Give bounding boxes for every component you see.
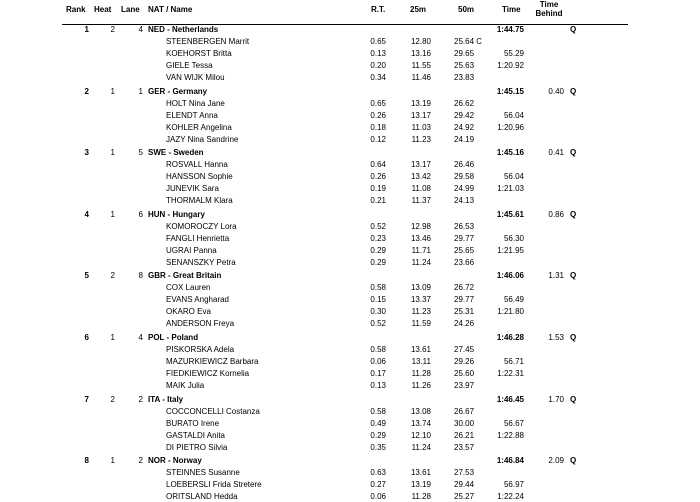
swimmer-name: SENANSZKY Petra [166, 258, 236, 267]
split-25m: 11.23 [411, 135, 431, 144]
reaction-time: 0.58 [370, 407, 386, 416]
split-25m: 11.26 [411, 381, 431, 390]
qualified-mark: Q [570, 25, 577, 34]
time-behind: 0.86 [548, 210, 564, 219]
rank: 6 [84, 333, 89, 342]
team-name: NOR - Norway [148, 456, 202, 465]
swimmer-name: VAN WIJK Milou [166, 73, 225, 82]
split-25m: 13.46 [410, 234, 431, 243]
team-name: POL - Poland [148, 333, 199, 342]
swimmer-name: OKARO Eva [166, 307, 211, 316]
reaction-time: 0.20 [370, 61, 386, 70]
header-lane: Lane [121, 5, 140, 14]
reaction-time: 0.19 [370, 184, 386, 193]
reaction-time: 0.52 [370, 222, 386, 231]
swimmer-name: ORITSLAND Hedda [166, 492, 238, 501]
team-time: 1:44.75 [496, 25, 524, 34]
split-50m: 24.92 [454, 123, 475, 132]
split-50m: 23.57 [454, 443, 475, 452]
time-behind: 2.09 [548, 456, 564, 465]
heat: 1 [110, 456, 115, 465]
team-name: SWE - Sweden [148, 148, 204, 157]
rank: 4 [84, 210, 89, 219]
swimmer-name: JUNEVIK Sara [166, 184, 219, 193]
swimmer-name: MAIK Julia [166, 381, 205, 390]
split-50m: 30.00 [454, 419, 475, 428]
swimmer-name: PISKORSKA Adela [166, 345, 235, 354]
heat: 1 [110, 333, 115, 342]
split-25m: 13.17 [410, 160, 431, 169]
cumulative-split: 56.71 [503, 357, 524, 366]
split-25m: 11.24 [411, 443, 431, 452]
swimmer-name: KOMOROCZY Lora [166, 222, 237, 231]
cumulative-split: 1:21.80 [497, 307, 524, 316]
qualified-mark: Q [570, 333, 577, 342]
team-name: GBR - Great Britain [148, 271, 222, 280]
swimmer-name: ELENDT Anna [166, 111, 218, 120]
reaction-time: 0.63 [370, 468, 386, 477]
split-50m: 25.60 [454, 369, 475, 378]
swimmer-name: LOEBERSLI Frida Stretere [166, 480, 262, 489]
swimmer-name: EVANS Angharad [166, 295, 230, 304]
rank: 1 [84, 25, 89, 34]
header-50m: 50m [458, 5, 475, 14]
split-25m: 11.28 [411, 492, 431, 501]
lane: 2 [138, 395, 143, 404]
reaction-time: 0.13 [370, 49, 386, 58]
split-25m: 11.46 [411, 73, 431, 82]
header-rule [62, 24, 628, 25]
header-time-behind-1: Time [539, 0, 559, 9]
reaction-time: 0.17 [370, 369, 386, 378]
split-25m: 11.24 [411, 258, 431, 267]
reaction-time: 0.65 [370, 37, 386, 46]
reaction-time: 0.29 [370, 431, 386, 440]
split-50m: 26.46 [454, 160, 475, 169]
cumulative-split: 1:22.31 [497, 369, 524, 378]
time-behind: 1.70 [548, 395, 564, 404]
team-name: ITA - Italy [148, 395, 184, 404]
reaction-time: 0.27 [370, 480, 386, 489]
split-50m: 25.31 [454, 307, 475, 316]
swimmer-name: GIELE Tessa [166, 61, 213, 70]
swimmer-name: GASTALDI Anita [166, 431, 225, 440]
rank: 5 [84, 271, 89, 280]
split-25m: 12.10 [410, 431, 431, 440]
swimmer-name: HOLT Nina Jane [166, 99, 225, 108]
team-time: 1:46.28 [496, 333, 524, 342]
split-50m: 29.42 [454, 111, 475, 120]
swimmer-name: ANDERSON Freya [166, 319, 235, 328]
team-time: 1:46.45 [496, 395, 524, 404]
header-nat-name: NAT / Name [148, 5, 193, 14]
split-25m: 12.98 [410, 222, 431, 231]
split-50m: 26.62 [454, 99, 475, 108]
swimmer-name: THORMALM Klara [166, 196, 233, 205]
swimmer-name: ROSVALL Hanna [166, 160, 228, 169]
cumulative-split: 56.97 [503, 480, 524, 489]
reaction-time: 0.29 [370, 246, 386, 255]
qualified-mark: Q [570, 87, 577, 96]
split-50m: 29.26 [454, 357, 475, 366]
team-time: 1:46.06 [496, 271, 524, 280]
split-25m: 13.08 [410, 407, 431, 416]
cumulative-split: 56.49 [503, 295, 524, 304]
split-25m: 13.11 [411, 357, 431, 366]
split-50m: 24.26 [454, 319, 475, 328]
reaction-time: 0.15 [370, 295, 386, 304]
split-25m: 13.19 [410, 99, 431, 108]
header-rank: Rank [66, 5, 86, 14]
reaction-time: 0.23 [370, 234, 386, 243]
cumulative-split: 1:20.92 [497, 61, 524, 70]
split-25m: 13.61 [410, 468, 431, 477]
split-25m: 11.71 [411, 246, 431, 255]
split-25m: 13.74 [410, 419, 431, 428]
team-name: NED - Netherlands [148, 25, 219, 34]
cumulative-split: 56.67 [503, 419, 524, 428]
lane: 8 [138, 271, 143, 280]
reaction-time: 0.52 [370, 319, 386, 328]
split-25m: 11.23 [411, 307, 431, 316]
split-50m: 25.63 [454, 61, 475, 70]
qualified-mark: Q [570, 148, 577, 157]
team-name: HUN - Hungary [148, 210, 205, 219]
rank: 3 [84, 148, 89, 157]
heat: 1 [110, 87, 115, 96]
team-time: 1:45.15 [496, 87, 524, 96]
split-50m: 29.77 [454, 295, 475, 304]
cumulative-split: 1:22.88 [497, 431, 524, 440]
swimmer-name: STEENBERGEN Marrit [166, 37, 250, 46]
reaction-time: 0.06 [370, 357, 386, 366]
split-25m: 13.16 [410, 49, 431, 58]
reaction-time: 0.06 [370, 492, 386, 501]
reaction-time: 0.29 [370, 258, 386, 267]
time-behind: 1.31 [548, 271, 564, 280]
heat: 1 [110, 210, 115, 219]
split-50m: 25.64 C [454, 37, 483, 46]
qualified-mark: Q [570, 210, 577, 219]
qualified-mark: Q [570, 271, 577, 280]
swimmer-name: BURATO Irene [166, 419, 220, 428]
split-25m: 11.59 [411, 319, 431, 328]
reaction-time: 0.64 [370, 160, 386, 169]
split-50m: 25.27 [454, 492, 475, 501]
swimmer-name: FANGLI Henrietta [166, 234, 230, 243]
rank: 8 [84, 456, 89, 465]
header-25m: 25m [410, 5, 427, 14]
split-50m: 24.19 [454, 135, 475, 144]
rank: 2 [84, 87, 89, 96]
split-25m: 13.61 [410, 345, 431, 354]
header-heat: Heat [94, 5, 112, 14]
swimmer-name: DI PIETRO Silvia [166, 443, 228, 452]
team-time: 1:45.16 [496, 148, 524, 157]
swimmer-name: KOEHORST Britta [166, 49, 232, 58]
heat: 2 [110, 395, 115, 404]
rank: 7 [84, 395, 89, 404]
time-behind: 1.53 [548, 333, 564, 342]
heat: 2 [110, 25, 115, 34]
cumulative-split: 1:21.95 [497, 246, 524, 255]
split-25m: 13.37 [410, 295, 431, 304]
split-25m: 13.09 [410, 283, 431, 292]
lane: 4 [138, 333, 143, 342]
split-50m: 23.66 [454, 258, 475, 267]
cumulative-split: 1:22.24 [497, 492, 524, 501]
reaction-time: 0.58 [370, 345, 386, 354]
split-50m: 26.21 [454, 431, 475, 440]
reaction-time: 0.21 [370, 196, 386, 205]
split-25m: 11.03 [411, 123, 431, 132]
split-50m: 26.53 [454, 222, 475, 231]
swimmer-name: MAZURKIEWICZ Barbara [166, 357, 259, 366]
cumulative-split: 56.04 [503, 111, 524, 120]
cumulative-split: 56.30 [503, 234, 524, 243]
swimmer-name: COCCONCELLI Costanza [166, 407, 260, 416]
split-25m: 11.28 [411, 369, 431, 378]
swimmer-name: KOHLER Angelina [166, 123, 232, 132]
swimmer-name: HANSSON Sophie [166, 172, 233, 181]
split-50m: 29.58 [454, 172, 475, 181]
swimmer-name: STEINNES Susanne [166, 468, 240, 477]
reaction-time: 0.12 [370, 135, 386, 144]
reaction-time: 0.35 [370, 443, 386, 452]
team-name: GER - Germany [148, 87, 208, 96]
cumulative-split: 1:21.03 [497, 184, 524, 193]
reaction-time: 0.26 [370, 111, 386, 120]
split-50m: 29.44 [454, 480, 475, 489]
lane: 2 [138, 456, 143, 465]
reaction-time: 0.13 [370, 381, 386, 390]
swimmer-name: JAZY Nina Sandrine [166, 135, 239, 144]
lane: 5 [138, 148, 143, 157]
cumulative-split: 56.04 [503, 172, 524, 181]
split-50m: 26.72 [454, 283, 475, 292]
split-25m: 11.08 [411, 184, 431, 193]
time-behind: 0.40 [548, 87, 564, 96]
split-50m: 27.45 [454, 345, 475, 354]
split-50m: 23.97 [454, 381, 475, 390]
split-25m: 13.17 [410, 111, 431, 120]
lane: 4 [138, 25, 143, 34]
team-time: 1:46.84 [496, 456, 524, 465]
reaction-time: 0.34 [370, 73, 386, 82]
split-25m: 13.42 [410, 172, 431, 181]
header-time-behind-2: Behind [535, 9, 563, 18]
lane: 6 [138, 210, 143, 219]
lane: 1 [138, 87, 143, 96]
header-reaction-time: R.T. [371, 5, 386, 14]
team-time: 1:45.61 [496, 210, 524, 219]
split-50m: 24.13 [454, 196, 475, 205]
time-behind: 0.41 [548, 148, 564, 157]
split-50m: 29.65 [454, 49, 475, 58]
reaction-time: 0.58 [370, 283, 386, 292]
split-25m: 12.80 [410, 37, 431, 46]
heat: 2 [110, 271, 115, 280]
cumulative-split: 55.29 [503, 49, 524, 58]
split-25m: 11.37 [411, 196, 431, 205]
split-50m: 26.67 [454, 407, 475, 416]
swimmer-name: FIEDKIEWICZ Kornelia [166, 369, 250, 378]
qualified-mark: Q [570, 456, 577, 465]
split-50m: 23.83 [454, 73, 475, 82]
cumulative-split: 1:20.96 [497, 123, 524, 132]
swimmer-name: COX Lauren [166, 283, 211, 292]
split-25m: 13.19 [410, 480, 431, 489]
split-50m: 29.77 [454, 234, 475, 243]
split-50m: 25.65 [454, 246, 475, 255]
split-50m: 24.99 [454, 184, 475, 193]
split-25m: 11.55 [411, 61, 431, 70]
split-50m: 27.53 [454, 468, 475, 477]
reaction-time: 0.18 [370, 123, 386, 132]
heat: 1 [110, 148, 115, 157]
swimmer-name: UGRAI Panna [166, 246, 217, 255]
reaction-time: 0.26 [370, 172, 386, 181]
reaction-time: 0.30 [370, 307, 386, 316]
reaction-time: 0.65 [370, 99, 386, 108]
reaction-time: 0.49 [370, 419, 386, 428]
header-time: Time [502, 5, 521, 14]
qualified-mark: Q [570, 395, 577, 404]
